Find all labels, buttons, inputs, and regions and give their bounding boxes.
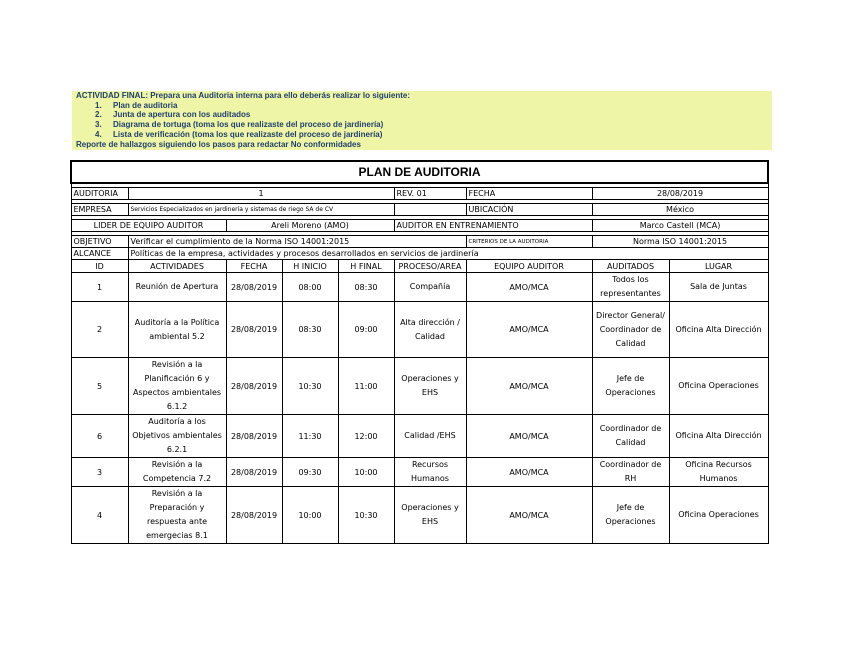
instruction-number: 4. [95,129,102,139]
row-inicio: 09:30 [282,458,338,487]
instruction-item [72,110,772,120]
row-lugar: Oficina Operaciones [669,358,768,415]
row-id: 4 [71,487,128,544]
row-final: 10:30 [338,487,394,544]
instructions-box [72,91,772,150]
row-equipo: AMO/MCA [466,415,592,458]
row-proceso: Recursos Humanos [394,458,466,487]
row-lugar: Oficina Recursos Humanos [669,458,768,487]
column-header: ID [71,260,128,273]
instruction-item [72,120,772,130]
row-fecha: 28/08/2019 [226,415,282,458]
row-id: 6 [71,415,128,458]
instruction-number: 1. [95,100,102,110]
instructions-intro: ACTIVIDAD FINAL: Prepara una Auditoria interna para ello deberás realizar lo siguiente: [76,91,410,100]
row-proceso: Alta dirección / Calidad [394,302,466,358]
row-proceso: Operaciones y EHS [394,487,466,544]
instruction-text: Junta de apertura con los auditados [113,110,251,120]
row-fecha: 28/08/2019 [226,358,282,415]
entrenamiento-label: AUDITOR EN ENTRENAMIENTO [394,220,592,232]
instruction-text: Lista de verificación (toma los que realizaste del proceso de jardinería) [113,129,383,139]
objetivo-value: Verificar el cumplimiento de la Norma ISO 14001:2015 [128,236,466,248]
row-fecha: 28/08/2019 [226,487,282,544]
row-final: 08:30 [338,273,394,302]
row-actividad: Revisión a la Preparación y respuesta ante emergecias 8.1 [128,487,226,544]
table-row [71,415,768,458]
row-id: 2 [71,302,128,358]
column-header: ACTIVIDADES [128,260,226,273]
column-header: LUGAR [669,260,768,273]
table-row [71,273,768,302]
instruction-text: Diagrama de tortuga (toma los que realizaste del proceso de jardinería) [113,120,384,130]
row-final: 09:00 [338,302,394,358]
row-id: 3 [71,458,128,487]
fecha-value: 28/08/2019 [592,188,768,200]
column-header: H FINAL [338,260,394,273]
row-equipo: AMO/MCA [466,302,592,358]
instruction-item [72,130,772,140]
lider-label: LIDER DE EQUIPO AUDITOR [71,220,226,232]
instruction-number: 2. [95,110,102,120]
row-id: 5 [71,358,128,415]
row-auditados: Jefe de Operaciones [592,487,669,544]
column-header: H INICIO [282,260,338,273]
criterios-value: Norma ISO 14001:2015 [592,236,768,248]
auditoria-label: AUDITORIA [71,188,128,200]
empresa-label: EMPRESA [71,204,128,216]
row-actividad: Revisión a la Planificación 6 y Aspectos ambientales 6.1.2 [128,358,226,415]
row-lugar: Sala de Juntas [669,273,768,302]
row-final: 11:00 [338,358,394,415]
entrenamiento-value: Marco Castell (MCA) [592,220,768,232]
row-auditados: Coordinador de RH [592,458,669,487]
row-auditados: Coordinador de Calidad [592,415,669,458]
row-final: 10:00 [338,458,394,487]
ubicacion-value: México [592,204,768,216]
instructions-footer: Reporte de hallazgos siguiendo los pasos para redactar No conformidades [76,139,361,149]
row-lugar: Oficina Alta Dirección [669,302,768,358]
fecha-label: FECHA [466,188,592,200]
criterios-label: CRITERIOS DE LA AUDITORIA [466,236,592,248]
row-inicio: 11:30 [282,415,338,458]
alcance-label: ALCANCE [71,248,128,260]
row-equipo: AMO/MCA [466,273,592,302]
row-fecha: 28/08/2019 [226,302,282,358]
instruction-item [72,101,772,111]
row-fecha: 28/08/2019 [226,458,282,487]
row-inicio: 08:30 [282,302,338,358]
table-header-row [71,260,768,273]
auditoria-value: 1 [128,188,394,200]
row-inicio: 08:00 [282,273,338,302]
column-header: PROCESO/AREA [394,260,466,273]
row-equipo: AMO/MCA [466,458,592,487]
table-row [71,487,768,544]
row-inicio: 10:30 [282,358,338,415]
lider-value: Areli Moreno (AMO) [226,220,394,232]
row-fecha: 28/08/2019 [226,273,282,302]
plan-title: PLAN DE AUDITORIA [71,161,768,183]
row-equipo: AMO/MCA [466,358,592,415]
ubicacion-label: UBICACIÓN [466,204,592,216]
instruction-text: Plan de auditoria [113,100,178,110]
table-row [71,302,768,358]
empty-cell [394,204,466,216]
row-proceso: Calidad /EHS [394,415,466,458]
row-proceso: Operaciones y EHS [394,358,466,415]
row-proceso: Compañía [394,273,466,302]
row-actividad: Auditoría a la Política ambiental 5.2 [128,302,226,358]
row-lugar: Oficina Operaciones [669,487,768,544]
empresa-value: Servicios Especializados en jardinería y sistemas de riego SA de CV [128,204,394,216]
row-lugar: Oficina Alta Dirección [669,415,768,458]
row-auditados: Jefe de Operaciones [592,358,669,415]
instruction-number: 3. [95,120,102,130]
row-actividad: Revisión a la Competencia 7.2 [128,458,226,487]
row-final: 12:00 [338,415,394,458]
row-actividad: Reunión de Apertura [128,273,226,302]
table-row [71,458,768,487]
row-auditados: Director General/ Coordinador de Calidad [592,302,669,358]
column-header: FECHA [226,260,282,273]
revision-label: REV. 01 [394,188,466,200]
row-equipo: AMO/MCA [466,487,592,544]
alcance-value: Políticas de la empresa, actividades y procesos desarrollados en servicios de jardinería [128,248,768,260]
row-id: 1 [71,273,128,302]
row-actividad: Auditoría a los Objetivos ambientales 6.2.1 [128,415,226,458]
table-row [71,358,768,415]
objetivo-label: OBJETIVO [71,236,128,248]
row-auditados: Todos los representantes [592,273,669,302]
audit-plan-table [70,160,769,544]
row-inicio: 10:00 [282,487,338,544]
column-header: EQUIPO AUDITOR [466,260,592,273]
column-header: AUDITADOS [592,260,669,273]
